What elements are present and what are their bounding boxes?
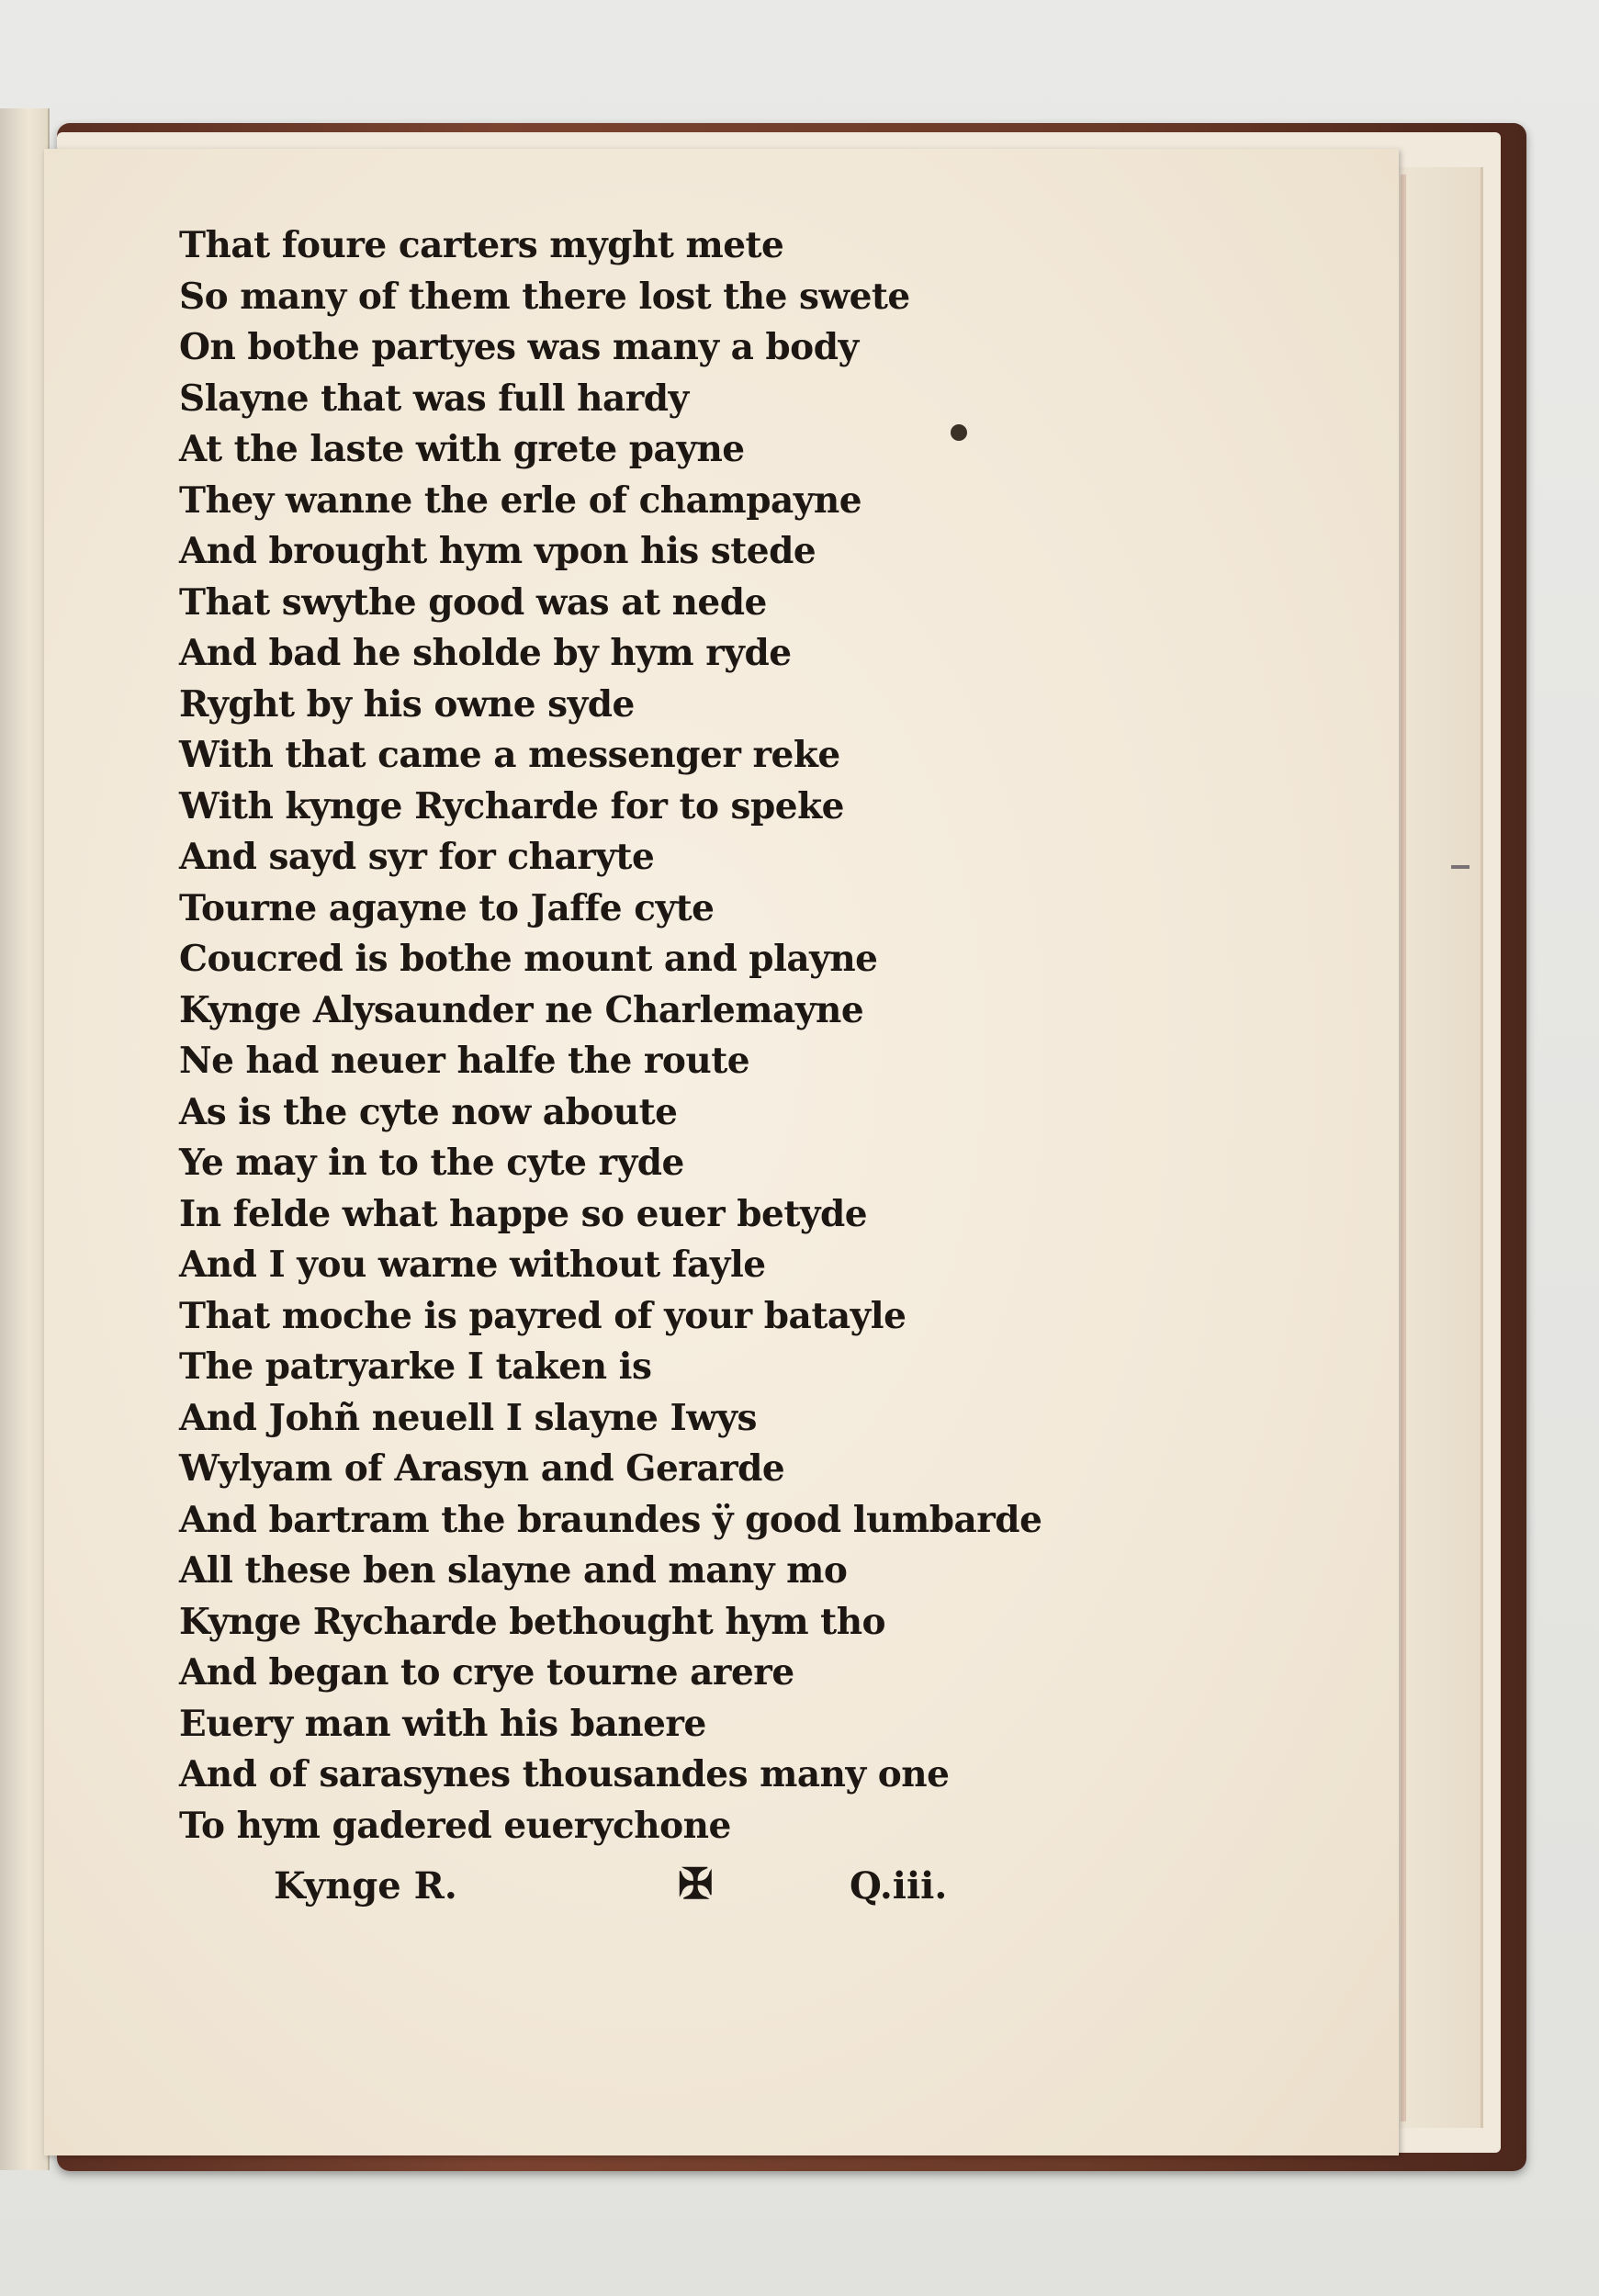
- verse-line: Ryght by his owne syde: [179, 682, 635, 726]
- verse-line: Slayne that was full hardy: [179, 377, 689, 420]
- verse-line: With that came a messenger reke: [179, 734, 840, 776]
- verse-line: Kynge Alysaunder ne Charlemayne: [179, 988, 864, 1031]
- verse-line: Wylyam of Arasyn and Gerarde: [179, 1447, 785, 1490]
- verse-line: And Johñ neuell I slayne Iwys: [179, 1396, 757, 1439]
- verse-line: With kynge Rycharde for to speke: [179, 784, 844, 827]
- verse-line: Ne had neuer halfe the route: [179, 1040, 750, 1082]
- verse-line: And sayd syr for charyte: [179, 836, 655, 878]
- verse-line: And bartram the braundes ÿ good lumbarde: [179, 1498, 1042, 1541]
- verse-line: And I you warne without fayle: [179, 1244, 766, 1286]
- verse-line: And of sarasynes thousandes many one: [179, 1753, 950, 1795]
- verse-line: Ye may in to the cyte ryde: [179, 1142, 684, 1184]
- verse-line: So many of them there lost the swete: [179, 275, 910, 318]
- cross-ornament-icon: ✠: [678, 1859, 714, 1908]
- verse-line: Euery man with his banere: [179, 1702, 706, 1745]
- verse-line: Kynge Rycharde bethought hym tho: [179, 1600, 886, 1643]
- verse-line: The patryarke I taken is: [179, 1345, 652, 1388]
- verse-line: And bad he sholde by hym ryde: [179, 632, 792, 674]
- verse-line: At the laste with grete payne: [179, 428, 745, 470]
- verse-line: And brought hym vpon his stede: [179, 530, 816, 572]
- facing-page-edge: [0, 108, 50, 2170]
- verse-line: And began to crye tourne arere: [179, 1651, 794, 1694]
- verse-line: As is the cyte now aboute: [179, 1090, 678, 1133]
- verse-line: That swythe good was at nede: [179, 580, 767, 624]
- verse-line: They wanne the erle of champayne: [179, 478, 862, 522]
- verse-text-block: [179, 220, 1098, 1851]
- catchword: Kynge R.: [274, 1864, 457, 1908]
- verse-line: In felde what happe so euer betyde: [179, 1192, 868, 1235]
- verse-line: All these ben slayne and many mo: [179, 1549, 848, 1592]
- page-stack-tint: [1401, 174, 1406, 2122]
- signature-mark: Q.iii.: [850, 1864, 948, 1908]
- verse-line: That foure carters myght mete: [179, 224, 784, 266]
- verse-line: To hym gadered euerychone: [179, 1804, 731, 1847]
- verse-line: On bothe partyes was many a body: [179, 326, 859, 368]
- verse-line: That moche is payred of your batayle: [179, 1294, 906, 1337]
- verse-line: Tourne agayne to Jaffe cyte: [179, 886, 715, 929]
- verse-line: Coucred is bothe mount and playne: [179, 938, 878, 980]
- page-mark: [1451, 865, 1470, 869]
